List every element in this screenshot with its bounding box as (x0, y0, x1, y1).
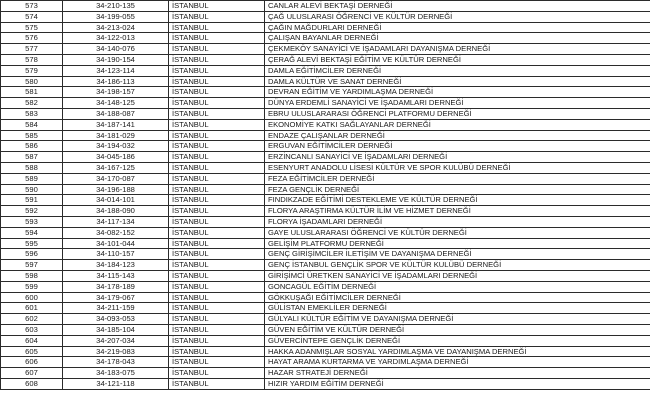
registry-code-cell: 34-110-157 (63, 249, 169, 260)
table-row (1, 173, 650, 184)
city-cell: İSTANBUL (169, 346, 265, 357)
table-row (1, 130, 650, 141)
city-cell: İSTANBUL (169, 281, 265, 292)
row-number-cell: 582 (1, 98, 63, 109)
row-number-cell: 597 (1, 260, 63, 271)
registry-code-cell: 34-082-152 (63, 227, 169, 238)
row-number-cell: 591 (1, 195, 63, 206)
table-row (1, 33, 650, 44)
table-row (1, 346, 650, 357)
association-name-cell: ÇAĞIN MAĞDURLARI DERNEĞİ (265, 22, 650, 33)
city-cell: İSTANBUL (169, 98, 265, 109)
row-number-cell: 606 (1, 357, 63, 368)
registry-code-cell: 34-148-125 (63, 98, 169, 109)
association-name-cell: FINDIKZADE EĞİTİMİ DESTEKLEME VE KÜLTÜR DERNEĞİ (265, 195, 650, 206)
row-number-cell: 585 (1, 130, 63, 141)
registry-code-cell: 34-101-044 (63, 238, 169, 249)
association-name-cell: FLORYA İŞADAMLARI DERNEĞİ (265, 216, 650, 227)
registry-code-cell: 34-194-032 (63, 141, 169, 152)
row-number-cell: 607 (1, 368, 63, 379)
row-number-cell: 592 (1, 206, 63, 217)
city-cell: İSTANBUL (169, 184, 265, 195)
association-name-cell: GÜLYALI KÜLTÜR EĞİTİM VE DAYANIŞMA DERNEĞİ (265, 314, 650, 325)
association-name-cell: ÇAĞ ULUSLARASI ÖĞRENCİ VE KÜLTÜR DERNEĞİ (265, 11, 650, 22)
city-cell: İSTANBUL (169, 54, 265, 65)
association-name-cell: HAZAR STRATEJİ DERNEĞİ (265, 368, 650, 379)
row-number-cell: 599 (1, 281, 63, 292)
table-row (1, 195, 650, 206)
association-name-cell: GELİŞİM PLATFORMU DERNEĞİ (265, 238, 650, 249)
row-number-cell: 573 (1, 1, 63, 12)
registry-code-cell: 34-170-087 (63, 173, 169, 184)
table-row (1, 119, 650, 130)
registry-code-cell: 34-115-143 (63, 270, 169, 281)
registry-code-cell: 34-213-024 (63, 22, 169, 33)
association-name-cell: GAYE ULUSLARARASI ÖĞRENCİ VE KÜLTÜR DERNEĞİ (265, 227, 650, 238)
registry-code-cell: 34-183-075 (63, 368, 169, 379)
city-cell: İSTANBUL (169, 173, 265, 184)
table-row (1, 1, 650, 12)
city-cell: İSTANBUL (169, 335, 265, 346)
registry-code-cell: 34-014-101 (63, 195, 169, 206)
association-name-cell: ÇALIŞAN BAYANLAR DERNEĞİ (265, 33, 650, 44)
row-number-cell: 605 (1, 346, 63, 357)
city-cell: İSTANBUL (169, 303, 265, 314)
table-row (1, 324, 650, 335)
city-cell: İSTANBUL (169, 22, 265, 33)
association-name-cell: HAYAT ARAMA KURTARMA VE YARDIMLAŞMA DERNEĞİ (265, 357, 650, 368)
table-row (1, 303, 650, 314)
table-row (1, 87, 650, 98)
registry-code-cell: 34-211-159 (63, 303, 169, 314)
row-number-cell: 577 (1, 44, 63, 55)
row-number-cell: 598 (1, 270, 63, 281)
city-cell: İSTANBUL (169, 260, 265, 271)
association-name-cell: GENÇ GİRİŞİMCİLER İLETİŞİM VE DAYANIŞMA DERNEĞİ (265, 249, 650, 260)
row-number-cell: 608 (1, 378, 63, 389)
row-number-cell: 600 (1, 292, 63, 303)
city-cell: İSTANBUL (169, 11, 265, 22)
registry-code-cell: 34-196-188 (63, 184, 169, 195)
city-cell: İSTANBUL (169, 292, 265, 303)
row-number-cell: 579 (1, 65, 63, 76)
association-name-cell: HAKKA ADANMIŞLAR SOSYAL YARDIMLAŞMA VE DAYANIŞMA DERNEĞİ (265, 346, 650, 357)
registry-code-cell: 34-187-141 (63, 119, 169, 130)
row-number-cell: 596 (1, 249, 63, 260)
row-number-cell: 587 (1, 152, 63, 163)
registry-code-cell: 34-199-055 (63, 11, 169, 22)
row-number-cell: 602 (1, 314, 63, 325)
registry-code-cell: 34-210-135 (63, 1, 169, 12)
city-cell: İSTANBUL (169, 141, 265, 152)
association-name-cell: CANLAR ALEVİ BEKTAŞİ DERNEĞİ (265, 1, 650, 12)
city-cell: İSTANBUL (169, 1, 265, 12)
association-name-cell: GÜVERCİNTEPE GENÇLİK DERNEĞİ (265, 335, 650, 346)
registry-code-cell: 34-190-154 (63, 54, 169, 65)
association-name-cell: ERGUVAN EĞİTİMCİLER DERNEĞİ (265, 141, 650, 152)
city-cell: İSTANBUL (169, 357, 265, 368)
city-cell: İSTANBUL (169, 216, 265, 227)
table-row (1, 184, 650, 195)
registry-code-cell: 34-198-157 (63, 87, 169, 98)
association-name-cell: ENDAZE ÇALIŞANLAR DERNEĞİ (265, 130, 650, 141)
association-name-cell: EBRU ULUSLARARASI ÖĞRENCİ PLATFORMU DERNEĞİ (265, 108, 650, 119)
row-number-cell: 590 (1, 184, 63, 195)
row-number-cell: 588 (1, 162, 63, 173)
table-row (1, 314, 650, 325)
row-number-cell: 576 (1, 33, 63, 44)
registry-code-cell: 34-045-186 (63, 152, 169, 163)
row-number-cell: 584 (1, 119, 63, 130)
city-cell: İSTANBUL (169, 324, 265, 335)
association-name-cell: EKONOMİYE KATKI SAĞLAYANLAR DERNEĞİ (265, 119, 650, 130)
row-number-cell: 578 (1, 54, 63, 65)
table-row (1, 54, 650, 65)
registry-code-cell: 34-178-043 (63, 357, 169, 368)
association-name-cell: ÇEKMEKÖY SANAYİCİ VE İŞADAMLARI DAYANIŞMA DERNEĞİ (265, 44, 650, 55)
table-row (1, 44, 650, 55)
association-name-cell: DÜNYA ERDEMLİ SANAYİCİ VE İŞADAMLARI DERNEĞİ (265, 98, 650, 109)
table-row (1, 11, 650, 22)
association-name-cell: HIZIR YARDIM EĞİTİM DERNEĞİ (265, 378, 650, 389)
city-cell: İSTANBUL (169, 33, 265, 44)
row-number-cell: 594 (1, 227, 63, 238)
city-cell: İSTANBUL (169, 195, 265, 206)
association-name-cell: GÜLİSTAN EMEKLİLER DERNEĞİ (265, 303, 650, 314)
registry-code-cell: 34-207-034 (63, 335, 169, 346)
table-row (1, 249, 650, 260)
association-name-cell: DAMLA KÜLTÜR VE SANAT DERNEĞİ (265, 76, 650, 87)
city-cell: İSTANBUL (169, 249, 265, 260)
table-row (1, 162, 650, 173)
city-cell: İSTANBUL (169, 130, 265, 141)
row-number-cell: 589 (1, 173, 63, 184)
city-cell: İSTANBUL (169, 378, 265, 389)
table-row (1, 357, 650, 368)
city-cell: İSTANBUL (169, 270, 265, 281)
table-row (1, 206, 650, 217)
registry-code-cell: 34-093-053 (63, 314, 169, 325)
association-name-cell: GENÇ İSTANBUL GENÇLİK SPOR VE KÜLTÜR KULÜBÜ DERNEĞİ (265, 260, 650, 271)
registry-code-cell: 34-122-013 (63, 33, 169, 44)
table-row (1, 238, 650, 249)
city-cell: İSTANBUL (169, 76, 265, 87)
table-row (1, 281, 650, 292)
table-row (1, 65, 650, 76)
table-row (1, 76, 650, 87)
association-name-cell: GONCAGÜL EĞİTİM DERNEĞİ (265, 281, 650, 292)
city-cell: İSTANBUL (169, 227, 265, 238)
city-cell: İSTANBUL (169, 206, 265, 217)
registry-code-cell: 34-117-134 (63, 216, 169, 227)
table-row (1, 141, 650, 152)
row-number-cell: 583 (1, 108, 63, 119)
registry-code-cell: 34-181-029 (63, 130, 169, 141)
table-row (1, 292, 650, 303)
association-name-cell: ERZİNCANLI SANAYİCİ VE İŞADAMLARI DERNEĞİ (265, 152, 650, 163)
table-row (1, 260, 650, 271)
association-name-cell: GİRİŞİMCİ ÜRETKEN SANAYİCİ VE İŞADAMLARI DERNEĞİ (265, 270, 650, 281)
row-number-cell: 574 (1, 11, 63, 22)
registry-code-cell: 34-178-189 (63, 281, 169, 292)
row-number-cell: 601 (1, 303, 63, 314)
table-row (1, 216, 650, 227)
table-row (1, 335, 650, 346)
registry-code-cell: 34-121-118 (63, 378, 169, 389)
row-number-cell: 580 (1, 76, 63, 87)
city-cell: İSTANBUL (169, 238, 265, 249)
registry-code-cell: 34-219-083 (63, 346, 169, 357)
city-cell: İSTANBUL (169, 119, 265, 130)
registry-code-cell: 34-185-104 (63, 324, 169, 335)
city-cell: İSTANBUL (169, 108, 265, 119)
city-cell: İSTANBUL (169, 152, 265, 163)
association-name-cell: FLORYA ARAŞTIRMA KÜLTÜR İLİM VE HİZMET DERNEĞİ (265, 206, 650, 217)
table-row (1, 152, 650, 163)
association-name-cell: FEZA GENÇLİK DERNEĞİ (265, 184, 650, 195)
registry-code-cell: 34-140-076 (63, 44, 169, 55)
registry-code-cell: 34-167-125 (63, 162, 169, 173)
row-number-cell: 575 (1, 22, 63, 33)
association-name-cell: ESENYURT ANADOLU LİSESİ KÜLTÜR VE SPOR KULÜBÜ DERNEĞİ (265, 162, 650, 173)
city-cell: İSTANBUL (169, 162, 265, 173)
table-row (1, 108, 650, 119)
registry-code-cell: 34-188-090 (63, 206, 169, 217)
row-number-cell: 604 (1, 335, 63, 346)
city-cell: İSTANBUL (169, 65, 265, 76)
row-number-cell: 595 (1, 238, 63, 249)
association-name-cell: GÖKKUŞAĞI EĞİTİMCİLER DERNEĞİ (265, 292, 650, 303)
association-name-cell: DAMLA EĞİTİMCİLER DERNEĞİ (265, 65, 650, 76)
table-row (1, 227, 650, 238)
association-name-cell: GÜVEN EĞİTİM VE KÜLTÜR DERNEĞİ (265, 324, 650, 335)
city-cell: İSTANBUL (169, 87, 265, 98)
table-row (1, 98, 650, 109)
row-number-cell: 586 (1, 141, 63, 152)
row-number-cell: 581 (1, 87, 63, 98)
registry-code-cell: 34-188-087 (63, 108, 169, 119)
city-cell: İSTANBUL (169, 314, 265, 325)
association-name-cell: FEZA EĞİTİMCİLER DERNEĞİ (265, 173, 650, 184)
table-row (1, 22, 650, 33)
association-name-cell: ÇERAĞ ALEVİ BEKTAŞİ EĞİTİM VE KÜLTÜR DERNEĞİ (265, 54, 650, 65)
table-row (1, 368, 650, 379)
registry-code-cell: 34-123-114 (63, 65, 169, 76)
row-number-cell: 593 (1, 216, 63, 227)
table-row (1, 378, 650, 389)
registry-code-cell: 34-179-067 (63, 292, 169, 303)
city-cell: İSTANBUL (169, 368, 265, 379)
association-table-body (1, 1, 650, 390)
table-row (1, 270, 650, 281)
association-name-cell: DEVRAN EĞİTİM VE YARDIMLAŞMA DERNEĞİ (265, 87, 650, 98)
row-number-cell: 603 (1, 324, 63, 335)
registry-code-cell: 34-186-113 (63, 76, 169, 87)
registry-code-cell: 34-184-123 (63, 260, 169, 271)
city-cell: İSTANBUL (169, 44, 265, 55)
